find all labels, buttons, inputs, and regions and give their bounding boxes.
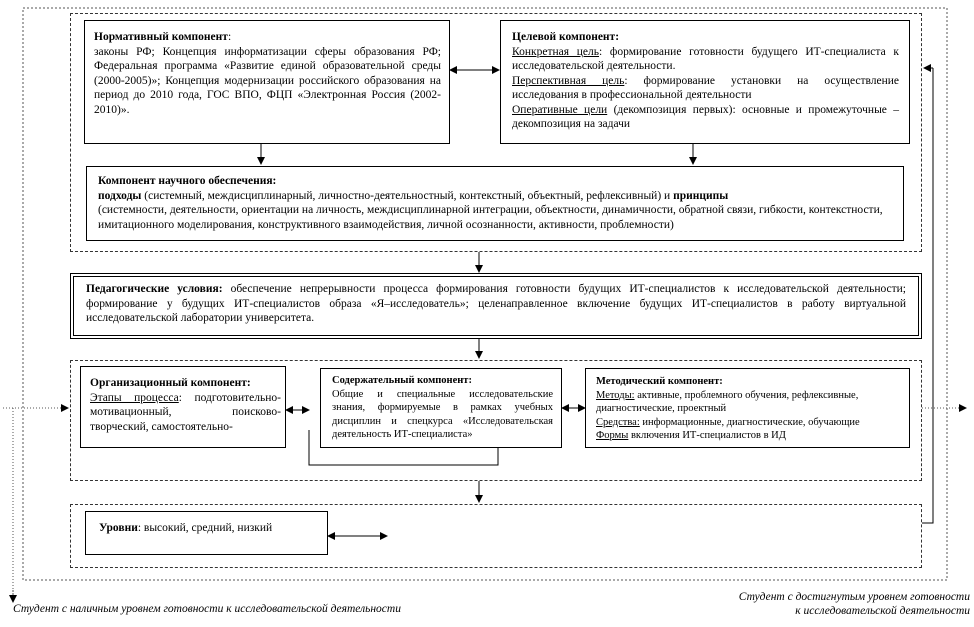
methodical-title: Методический компонент:: [596, 376, 723, 387]
methodical-means: Средства: информационные, диагностические, обучающие: [596, 416, 860, 428]
student-achieved-label: Студент с достигнутым уровнем готовности к исследовательской деятельности: [738, 591, 970, 617]
feedback-line: [922, 68, 933, 523]
levels-box: [85, 511, 328, 555]
levels-label: Уровни: [99, 522, 138, 534]
content-component-box: [320, 368, 562, 448]
target-perspective: Перспективная цель: формирование установки на осуществление исследования в профессиональной деятельности: [512, 74, 899, 101]
target-concrete: Конкретная цель: формирование готовности будущего ИТ-специалиста к исследовательской деятельности.: [512, 45, 899, 72]
methodical-forms: Формы включения ИТ-специалистов в ИД: [596, 430, 786, 441]
target-component-box: [500, 20, 910, 144]
content-title: Содержательный компонент:: [332, 375, 472, 386]
organizational-title: Организационный компонент:: [90, 377, 251, 389]
scientific-component-box: [86, 166, 904, 241]
scientific-title: Компонент научного обеспечения:: [98, 175, 277, 187]
student-initial-label: Студент с наличным уровнем готовности к исследовательской деятельности: [13, 603, 401, 615]
target-operative: Оперативные цели (декомпозиция первых): основные и промежуточные – декомпозиция на задачи: [512, 103, 899, 130]
methodical-component-box: [585, 368, 910, 448]
target-title: Целевой компонент:: [512, 31, 620, 43]
pedagogical-conditions-box: [70, 273, 922, 339]
normative-component-box: Нормативный компонент: законы РФ; Концепция информатизации сферы образования РФ; Федеральная программа «Развитие единой образовательной среды (2000-2005)»; Концепция модернизации российского образования на период до 2010 года, ГОС ВПО, ФЦП «Электронная Россия (2002-2010)».: [84, 20, 450, 144]
organizational-stages: Этапы процесса: подготовительно-мотивационный, поисково-творческий, самостоятельно-: [90, 391, 281, 433]
levels-text: : высокий, средний, низкий: [137, 522, 273, 534]
methodical-methods: Методы: активные, проблемного обучения, рефлексивные, диагностические, проектный: [596, 389, 859, 414]
normative-body: законы РФ; Концепция информатизации сферы образования РФ; Федеральная программа «Развитие единой образовательной среды (2000-2005)»; Концепция модернизации российского образования на период до 2010 года, ГОС ВПО, ФЦП «Электронная Россия (2002-2010)».: [94, 45, 441, 116]
pedagogical-text: обеспечение непрерывности процесса формирования готовности будущих ИТ-специалистов к исследовательской деятельности; формирование у будущих ИТ-специалистов образа «Я–исследователь»; целенаправленное включение будущих ИТ-специалистов в работу виртуальной исследовательской лаборатории университета.: [86, 283, 906, 324]
pedagogical-label: Педагогические условия:: [86, 283, 223, 295]
content-body: Общие и специальные исследовательские знания, формируемые в рамках учебных дисциплин и спецкурса «Исследовательская деятельность ИТ-специалиста»: [332, 388, 553, 440]
normative-title: Нормативный компонент: [94, 31, 228, 43]
scientific-body: подходы (системный, междисциплинарный, личностно-деятельностный, контекстный, объектный, рефлексивный) и принципы (системности, деятельности, ориентации на личность, междисциплинарной интеграции, объектности, динамичности, обратной связи, гибкости, контекстности, имитационного моделирования, конструктивного взаимодействия, личной осознанности, активности, проблемности): [98, 189, 883, 231]
organizational-component-box: [80, 366, 286, 448]
